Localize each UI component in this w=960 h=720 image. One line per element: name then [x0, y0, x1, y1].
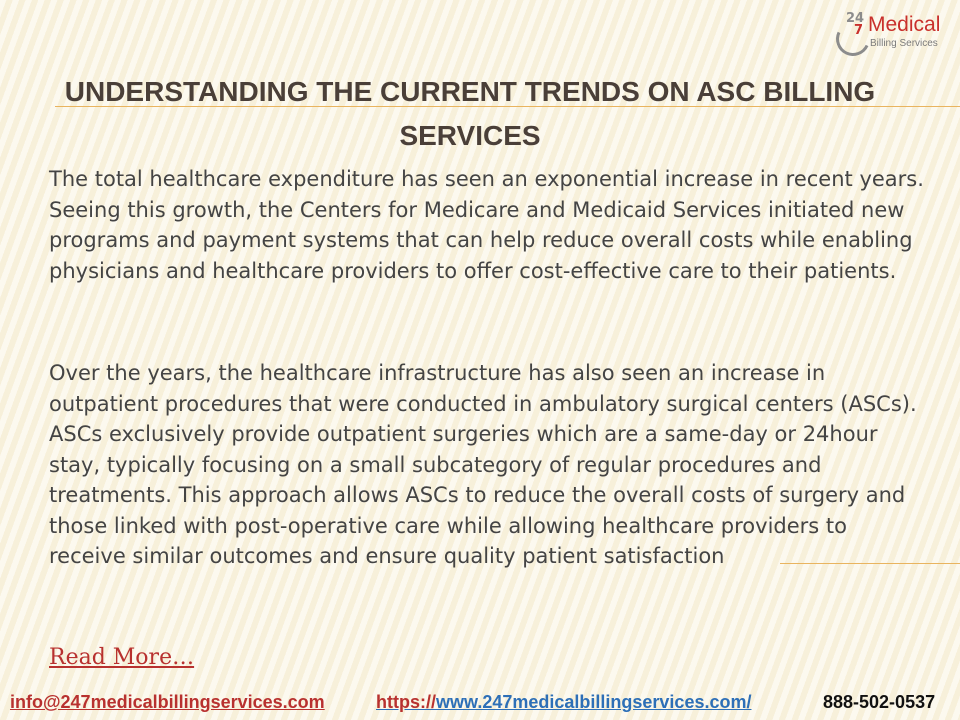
logo-number-bottom: 7	[854, 23, 864, 38]
footer-email-link[interactable]: info@247medicalbillingservices.com	[10, 692, 325, 712]
website-scheme: https://	[376, 692, 436, 712]
logo-brand: Medical	[868, 13, 941, 36]
logo-number-top: 24	[846, 11, 865, 26]
page-title: UNDERSTANDING THE CURRENT TRENDS ON ASC BILLING SERVICES	[64, 76, 876, 151]
company-logo	[834, 8, 954, 56]
intro-paragraph: The total healthcare expenditure has seen an exponential increase in recent years. Seeing this growth, the Centers for Medicare and Medicaid Services initiated new programs and payment systems that can help reduce overall costs while enabling physicians and healthcare providers to offer cost-effective care to their patients.	[49, 167, 924, 283]
body-paragraph: Over the years, the healthcare infrastructure has also seen an increase in outpatient procedures that were conducted in ambulatory surgical centers (ASCs). ASCs exclusively provide outpatient surgeries which are a same-day or 24hour stay, typically focusing on a small subcategory of regular procedures and treatments. This approach allows ASCs to reduce the overall costs of surgery and those linked with post-operative care while allowing healthcare providers to receive similar outcomes and ensure quality patient satisfaction	[49, 361, 917, 568]
footer	[0, 692, 960, 716]
logo-subtitle: Billing Services	[870, 38, 938, 49]
read-more-link[interactable]: Read More…	[49, 645, 195, 670]
footer-website-link[interactable]	[376, 692, 751, 713]
footer-phone: 888-502-0537	[823, 692, 936, 712]
website-domain: www.247medicalbillingservices.com/	[436, 692, 752, 712]
